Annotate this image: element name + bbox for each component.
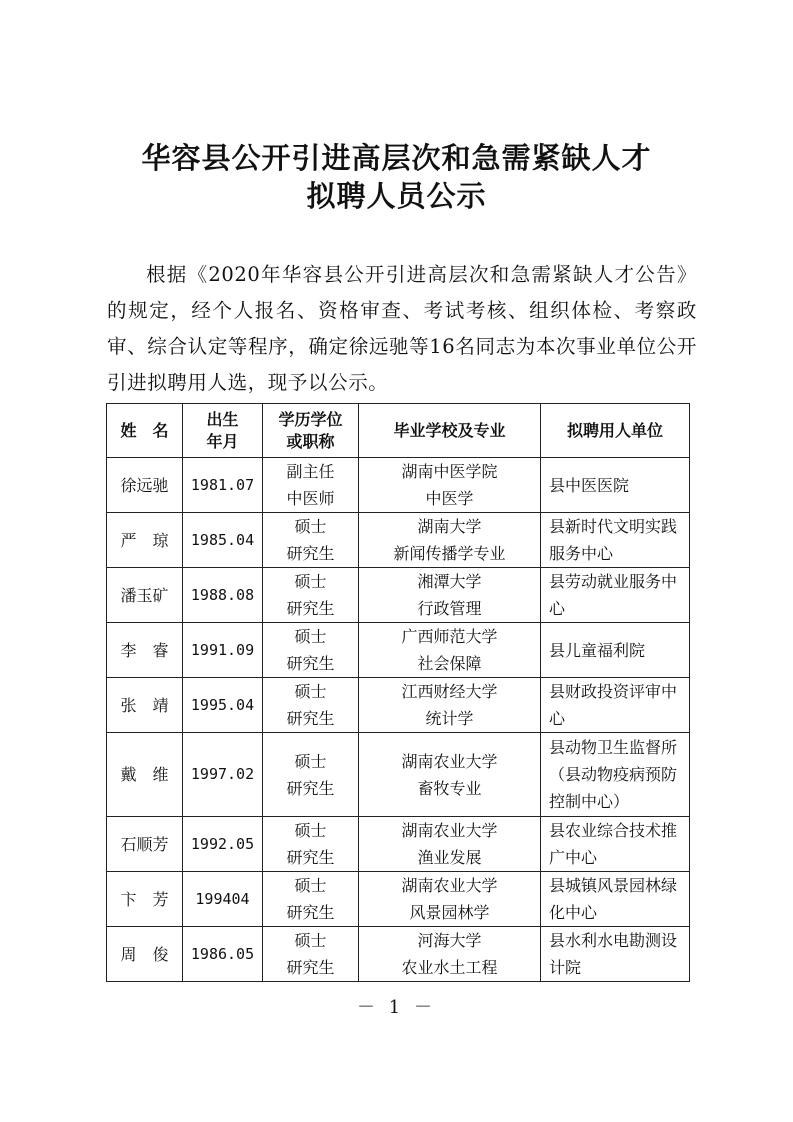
table-row — [107, 927, 690, 982]
cell-school-line2: 中医学 — [425, 489, 474, 508]
cell-school — [359, 623, 541, 678]
cell-name: 卞 芳 — [107, 872, 183, 927]
table-row — [107, 513, 690, 568]
cell-name: 潘玉矿 — [107, 568, 183, 623]
cell-birth: 1985.04 — [183, 513, 263, 568]
cell-birth: 1988.08 — [183, 568, 263, 623]
header-birth-line2: 年月 — [206, 431, 239, 451]
cell-school-line2: 风景园林学 — [409, 903, 490, 922]
cell-school-line1: 湖南农业大学 — [401, 821, 498, 840]
header-edu-line1: 学历学位 — [278, 409, 343, 429]
candidate-table — [106, 403, 690, 982]
cell-education — [263, 678, 359, 733]
cell-name: 张 靖 — [107, 678, 183, 733]
cell-school-line1: 湖南中医学院 — [401, 462, 498, 481]
cell-school-line2: 农业水土工程 — [401, 958, 498, 977]
cell-education-line1: 副主任 — [286, 462, 335, 481]
cell-school-line1: 湖南大学 — [417, 517, 482, 536]
header-birth-line1: 出生 — [206, 409, 239, 429]
cell-name: 徐远驰 — [107, 458, 183, 513]
intro-paragraph: 根据《2020年华容县公开引进高层次和急需紧缺人才公告》的规定，经个人报名、资格审查、考试考核、组织体检、考察政审、综合认定等程序，确定徐远驰等16名同志为本次事业单位公开引进拟聘用人选，现予以公示。 — [107, 263, 697, 394]
cell-school-line2: 行政管理 — [417, 599, 482, 618]
table-header-row — [107, 404, 690, 458]
cell-school-line1: 湖南农业大学 — [401, 751, 498, 771]
cell-school-line2: 畜牧专业 — [417, 778, 482, 798]
cell-name: 李 睿 — [107, 623, 183, 678]
cell-education — [263, 458, 359, 513]
cell-school-line2: 社会保障 — [417, 654, 482, 673]
page-number: － 1 － — [357, 997, 436, 1018]
cell-school — [359, 568, 541, 623]
header-name: 姓 名 — [107, 404, 183, 458]
table-row — [107, 733, 690, 817]
table-row — [107, 458, 690, 513]
header-school: 毕业学校及专业 — [359, 404, 541, 458]
cell-education — [263, 872, 359, 927]
cell-birth: 1981.07 — [183, 458, 263, 513]
cell-education-line1: 硕士 — [294, 682, 327, 701]
cell-education — [263, 513, 359, 568]
cell-school-line1: 广西师范大学 — [401, 627, 498, 646]
cell-education-line1: 硕士 — [294, 751, 327, 771]
cell-name: 严 琼 — [107, 513, 183, 568]
cell-education-line2: 研究生 — [286, 848, 335, 867]
header-edu-line2: 或职称 — [286, 431, 335, 451]
cell-unit: 县中医医院 — [541, 458, 690, 513]
cell-unit: 县城镇风景园林绿化中心 — [541, 872, 690, 927]
cell-school — [359, 733, 541, 817]
header-education — [263, 404, 359, 458]
cell-birth: 1986.05 — [183, 927, 263, 982]
header-birth — [183, 404, 263, 458]
cell-school-line1: 江西财经大学 — [401, 682, 498, 701]
cell-education-line1: 硕士 — [294, 876, 327, 895]
cell-school-line1: 湖南农业大学 — [401, 876, 498, 895]
document-title-line1: 华容县公开引进高层次和急需紧缺人才 — [141, 141, 652, 175]
cell-education-line2: 研究生 — [286, 654, 335, 673]
cell-school — [359, 458, 541, 513]
cell-school-line2: 统计学 — [425, 709, 474, 728]
cell-unit: 县水利水电勘测设计院 — [541, 927, 690, 982]
cell-unit: 县动物卫生监督所（县动物疫病预防控制中心） — [541, 733, 690, 817]
cell-school — [359, 872, 541, 927]
cell-unit: 县农业综合技术推广中心 — [541, 817, 690, 872]
cell-school-line1: 湘潭大学 — [417, 572, 482, 591]
cell-school-line2: 渔业发展 — [417, 848, 482, 867]
cell-school-line2: 新闻传播学专业 — [393, 544, 506, 563]
cell-education-line2: 研究生 — [286, 544, 335, 563]
cell-unit: 县劳动就业服务中心 — [541, 568, 690, 623]
cell-school — [359, 817, 541, 872]
document-title-line2: 拟聘人员公示 — [306, 179, 487, 213]
cell-education — [263, 623, 359, 678]
cell-unit: 县儿童福利院 — [541, 623, 690, 678]
cell-name: 戴 维 — [107, 733, 183, 817]
table-row — [107, 623, 690, 678]
table-row — [107, 678, 690, 733]
cell-school — [359, 513, 541, 568]
table-row — [107, 817, 690, 872]
cell-birth: 1997.02 — [183, 733, 263, 817]
cell-education-line1: 硕士 — [294, 821, 327, 840]
cell-birth: 1992.05 — [183, 817, 263, 872]
cell-education-line1: 硕士 — [294, 627, 327, 646]
header-unit: 拟聘用人单位 — [541, 404, 690, 458]
cell-education-line2: 研究生 — [286, 599, 335, 618]
cell-education-line2: 中医师 — [286, 489, 335, 508]
cell-education-line2: 研究生 — [286, 903, 335, 922]
cell-education — [263, 817, 359, 872]
cell-unit: 县新时代文明实践服务中心 — [541, 513, 690, 568]
cell-birth: 1991.09 — [183, 623, 263, 678]
cell-education-line1: 硕士 — [294, 931, 327, 950]
cell-education — [263, 733, 359, 817]
cell-education — [263, 568, 359, 623]
cell-education-line1: 硕士 — [294, 572, 327, 591]
cell-name: 周 俊 — [107, 927, 183, 982]
cell-unit: 县财政投资评审中心 — [541, 678, 690, 733]
cell-education-line2: 研究生 — [286, 958, 335, 977]
cell-school-line1: 河海大学 — [417, 931, 482, 950]
table-row — [107, 872, 690, 927]
cell-education — [263, 927, 359, 982]
cell-birth: 1995.04 — [183, 678, 263, 733]
cell-education-line2: 研究生 — [286, 709, 335, 728]
cell-name: 石顺芳 — [107, 817, 183, 872]
cell-birth: 199404 — [183, 872, 263, 927]
cell-education-line2: 研究生 — [286, 778, 335, 798]
cell-school — [359, 927, 541, 982]
table-row — [107, 568, 690, 623]
cell-school — [359, 678, 541, 733]
cell-education-line1: 硕士 — [294, 517, 327, 536]
